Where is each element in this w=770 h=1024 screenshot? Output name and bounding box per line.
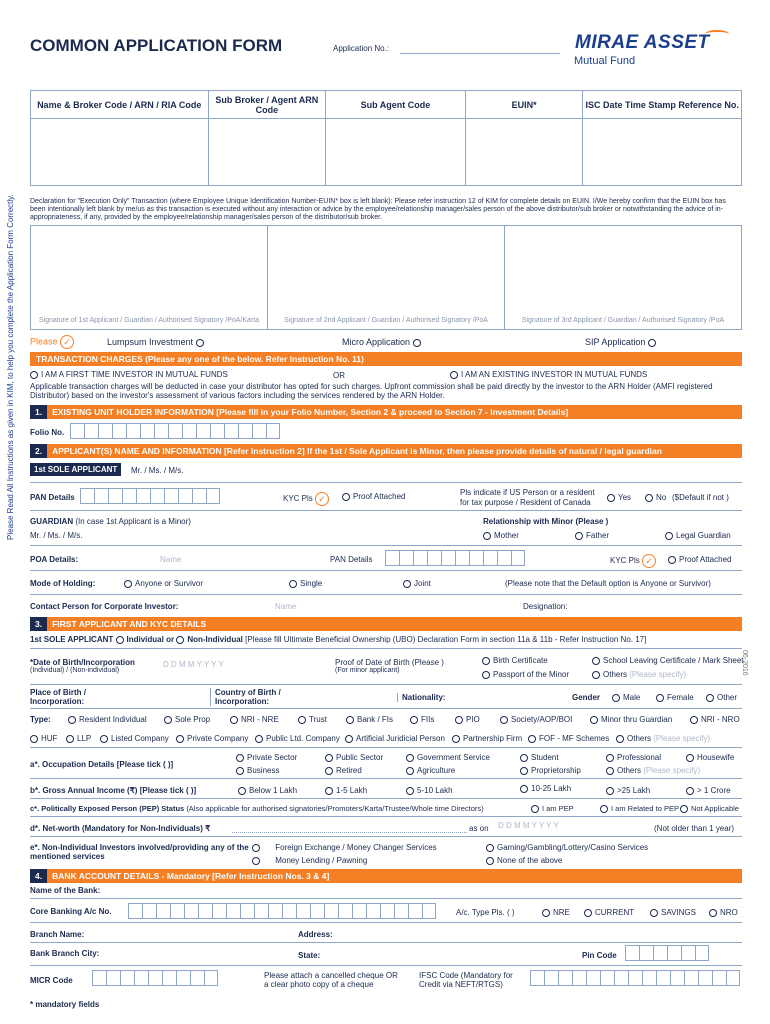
pin-input[interactable] — [625, 945, 709, 961]
occ-professional-label: Professional — [617, 753, 662, 762]
mother-radio[interactable] — [483, 532, 491, 540]
income-3-label: 5-10 Lakh — [417, 786, 453, 795]
male-radio[interactable] — [612, 694, 620, 702]
micr-input[interactable] — [92, 970, 218, 986]
father-label: Father — [586, 531, 610, 540]
guardian-note: (In case 1st Applicant is a Minor) — [75, 517, 191, 526]
nonindividual-radio[interactable] — [176, 636, 184, 644]
networth-field[interactable] — [232, 832, 467, 833]
type-society-label: Society/AOP/BOI — [511, 715, 573, 724]
s3-sole-label: 1st SOLE APPLICANT — [30, 635, 114, 644]
mode-label: Mode of Holding: — [30, 579, 96, 588]
section-3-num: 3. — [30, 617, 47, 631]
type-public-label: Public Ltd. Company — [266, 734, 340, 743]
female-radio[interactable] — [656, 694, 664, 702]
pep-1-label: I am PEP — [542, 804, 574, 813]
svc-none-label: None of the above — [497, 856, 563, 865]
proof-dob-sub: (For minor applicant) — [335, 667, 400, 674]
type-soleprop-label: Sole Prop — [175, 715, 211, 724]
passport-label: Passport of the Minor — [493, 670, 570, 679]
income-4-radio[interactable] — [520, 785, 528, 793]
existing-label: I AM AN EXISTING INVESTOR IN MUTUAL FUNDS — [461, 370, 648, 379]
page-title: COMMON APPLICATION FORM — [30, 36, 283, 55]
or-label-2: or — [166, 635, 175, 644]
occ-business-label: Business — [247, 766, 280, 775]
section-4-num: 4. — [30, 869, 47, 883]
existing-radio[interactable] — [450, 371, 458, 379]
kyc-tick-icon[interactable]: ✓ — [315, 492, 329, 506]
relationship-label: Relationship with Minor (Please ) — [483, 517, 609, 526]
networth-date-field[interactable]: D D M M Y Y Y Y — [498, 821, 559, 830]
occ-business-radio[interactable] — [236, 767, 244, 775]
ac-nre-label: NRE — [553, 908, 570, 917]
passport-radio[interactable] — [482, 671, 490, 679]
occ-others-specify[interactable]: (Please specify) — [643, 766, 701, 775]
type-nrinre-radio[interactable] — [230, 716, 238, 724]
type-others-specify[interactable]: (Please specify) — [653, 734, 711, 743]
type-private-label: Private Company — [187, 734, 249, 743]
type-fii-label: FIIs — [421, 715, 435, 724]
type-public-radio[interactable] — [255, 735, 263, 743]
section-1-num: 1. — [30, 405, 47, 419]
type-ajp-radio[interactable] — [345, 735, 353, 743]
cheque-note: Please attach a cancelled cheque OR a clear photo copy of a cheque — [264, 971, 398, 989]
us-yes-label: Yes — [618, 493, 632, 502]
anyone-label: Anyone or Survivor — [135, 579, 204, 588]
type-nrinro-radio[interactable] — [690, 716, 698, 724]
type-society-radio[interactable] — [500, 716, 508, 724]
please-label: Please — [30, 336, 58, 347]
application-no-field[interactable] — [400, 53, 560, 54]
type-partnership-label: Partnership Firm — [463, 734, 523, 743]
gender-label: Gender — [572, 693, 601, 702]
income-4-label: 10-25 Lakh — [531, 784, 572, 793]
pep-2-radio[interactable] — [600, 805, 608, 813]
type-ajp-label: Artificial Juridicial Person — [356, 734, 445, 743]
type-nrinre-label: NRI - NRE — [241, 715, 279, 724]
pep-3-label: Not Applicable — [691, 804, 739, 813]
default-note: ($Default if not ) — [672, 493, 729, 502]
svc-gaming-radio[interactable] — [486, 844, 494, 852]
school-cert-radio[interactable] — [592, 657, 600, 665]
type-fof-label: FOF - MF Schemes — [539, 734, 610, 743]
father-radio[interactable] — [575, 532, 583, 540]
dob-field[interactable]: D D M M Y Y Y Y — [163, 660, 224, 669]
svc-forex-radio[interactable] — [252, 844, 260, 852]
pep-1-radio[interactable] — [531, 805, 539, 813]
broker-col-3: EUIN* — [466, 91, 583, 119]
us-no-radio[interactable] — [645, 494, 653, 502]
broker-col-4: ISC Date Time Stamp Reference No. — [583, 91, 741, 119]
pep-3-radio[interactable] — [680, 805, 688, 813]
country-of-birth-label: Country of Birth / Incorporation: — [210, 688, 320, 706]
address-label: Address: — [298, 930, 333, 939]
individual-label: Individual — [126, 635, 164, 644]
cbs-input[interactable] — [128, 903, 436, 919]
type-soleprop-radio[interactable] — [164, 716, 172, 724]
other-gender-label: Other — [717, 693, 738, 702]
type-private-radio[interactable] — [176, 735, 184, 743]
type-listed-label: Listed Company — [111, 734, 169, 743]
nationality-label: Nationality: — [397, 693, 446, 702]
signature-box-1[interactable]: Signature of 1st Applicant / Guardian / Authorised Signatory /PoA/Karta — [30, 225, 268, 330]
type-trust-label: Trust — [309, 715, 327, 724]
type-nrinro-label: NRI - NRO — [701, 715, 740, 724]
occ-others-label: Others — [617, 766, 642, 775]
income-label: b*. Gross Annual Income (₹) [Please tick ( )] — [30, 786, 197, 795]
type-minor-radio[interactable] — [590, 716, 598, 724]
proof-radio[interactable] — [342, 493, 350, 501]
legal-guardian-label: Legal Guardian — [676, 531, 731, 540]
cbs-label: Core Banking A/c No. — [30, 907, 112, 916]
pin-label: Pin Code — [582, 951, 617, 960]
occ-others-radio[interactable] — [606, 767, 614, 775]
folio-input[interactable] — [70, 423, 280, 439]
micro-radio[interactable] — [413, 339, 421, 347]
others-proof-radio[interactable] — [592, 671, 600, 679]
nonindividual-label: Non-Individual — [187, 635, 243, 644]
income-6-radio[interactable] — [686, 787, 694, 795]
income-5-radio[interactable] — [606, 787, 614, 795]
occ-govt-label: Government Service — [417, 753, 490, 762]
svc-none-radio[interactable] — [486, 857, 494, 865]
income-1-label: Below 1 Lakh — [249, 786, 298, 795]
type-resident-label: Resident Individual — [79, 715, 147, 724]
income-3-radio[interactable] — [406, 787, 414, 795]
income-1-radio[interactable] — [238, 787, 246, 795]
occ-private-radio[interactable] — [236, 754, 244, 762]
income-5-label: >25 Lakh — [617, 786, 651, 795]
dob-label: *Date of Birth/Incorporation — [30, 658, 135, 667]
us-no-label: No — [656, 493, 667, 502]
occ-public-label: Public Sector — [336, 753, 384, 762]
sip-radio[interactable] — [648, 339, 656, 347]
section-2-title: APPLICANT(S) NAME AND INFORMATION [Refer Instruction 2] If the 1st / Sole Applicant is Minor, then please provide details of natural / legal guardian — [52, 446, 662, 456]
poa-pan-input[interactable] — [385, 550, 525, 566]
legal-guardian-radio[interactable] — [665, 532, 673, 540]
mandatory-note: * mandatory fields — [30, 1000, 100, 1009]
application-no-label: Application No.: — [333, 44, 390, 53]
first-time-radio[interactable] — [30, 371, 38, 379]
type-trust-radio[interactable] — [298, 716, 306, 724]
type-huf-label: HUF — [41, 734, 58, 743]
signature-box-3[interactable]: Signature of 3rd Applicant / Guardian / Authorised Signatory /PoA — [504, 225, 742, 330]
occ-housewife-radio[interactable] — [686, 754, 694, 762]
other-gender-radio[interactable] — [706, 694, 714, 702]
poa-pan-label: PAN Details — [330, 555, 373, 564]
broker-col-0: Name & Broker Code / ARN / RIA Code — [31, 91, 208, 119]
contact-name-field[interactable]: Name — [275, 602, 297, 611]
nonind-services-label: e*. Non-Individual Investors involved/providing any of the mentioned services — [30, 843, 249, 861]
not-older-label: (Not older than 1 year) — [654, 824, 735, 833]
designation-label: Designation: — [523, 602, 568, 611]
txn-note: Applicable transaction charges will be deducted in case your distributor has opted for such charges. Upfront commission shall be paid directly by the investor to the ARN Holder (AMFI registered Distributor) based on the investor's assessment of various factors including the services rendered by the ARN Holder. — [30, 382, 713, 400]
us-person-question: Pls indicate if US Person or a resident for tax purpose / Resident of Canada — [460, 488, 595, 507]
type-fii-radio[interactable] — [410, 716, 418, 724]
poa-kyc-label: KYC Pls — [610, 556, 640, 566]
brand-logo-sub: Mutual Fund — [574, 55, 636, 67]
type-others-radio[interactable] — [616, 735, 624, 743]
svc-forex-label: Foreign Exchange / Money Changer Services — [275, 843, 437, 852]
ac-nre-radio[interactable] — [542, 909, 550, 917]
or-label: OR — [333, 371, 345, 380]
type-llp-radio[interactable] — [66, 735, 74, 743]
pep-label: c*. Politically Exposed Person (PEP) Status — [30, 804, 185, 813]
type-others-label: Others — [627, 734, 652, 743]
type-fof-radio[interactable] — [528, 735, 536, 743]
poa-label: POA Details: — [30, 555, 79, 564]
sip-label: SIP Application — [585, 337, 646, 347]
proof-dob-label: Proof of Date of Birth (Please ) — [335, 658, 444, 667]
ac-savings-radio[interactable] — [650, 909, 658, 917]
type-pio-label: PIO — [466, 715, 480, 724]
type-listed-radio[interactable] — [100, 735, 108, 743]
poa-name-field[interactable]: Name — [160, 555, 182, 564]
occ-agri-label: Agriculture — [417, 766, 456, 775]
tick-icon: ✓ — [60, 335, 74, 349]
kyc-label: KYC Pls — [283, 494, 313, 504]
broker-col-2: Sub Agent Code — [326, 91, 465, 119]
svc-lending-label: Money Lending / Pawning — [275, 856, 368, 865]
bank-name-label: Name of the Bank: — [30, 886, 101, 895]
ac-savings-label: SAVINGS — [661, 908, 696, 917]
occ-housewife-label: Housewife — [697, 753, 735, 762]
income-2-label: 1-5 Lakh — [336, 786, 368, 795]
ifsc-input[interactable] — [530, 970, 740, 986]
income-2-radio[interactable] — [325, 787, 333, 795]
sole-applicant-tag: 1st SOLE APPLICANT — [30, 463, 121, 476]
others-proof-label: Others — [603, 670, 628, 679]
logo-swoosh-icon — [705, 30, 729, 38]
school-cert-label: School Leaving Certificate / Mark Sheet — [603, 656, 744, 665]
type-bank-label: Bank / FIs — [357, 715, 394, 724]
dob-sub: (Individual) / (Non-individual) — [30, 667, 120, 674]
ac-current-radio[interactable] — [584, 909, 592, 917]
section-4-title: BANK ACCOUNT DETAILS - Mandatory [Refer Instruction Nos. 3 & 4] — [52, 871, 330, 881]
anyone-radio[interactable] — [124, 580, 132, 588]
micr-label: MICR Code — [30, 976, 73, 985]
proof-label: Proof Attached — [353, 492, 406, 501]
joint-label: Joint — [414, 579, 431, 588]
ac-type-label: A/c. Type Pls. ( ) — [456, 908, 515, 917]
others-proof-specify[interactable]: (Please specify) — [629, 670, 687, 679]
section-3-title: FIRST APPLICANT AND KYC DETAILS — [52, 619, 207, 629]
pep-2-label: I am Related to PEP — [611, 804, 679, 813]
side-instruction: Please Read All Instructions as given in KIM, to help you complete the Application Form Correctly. — [6, 194, 15, 540]
city-label: Bank Branch City: — [30, 949, 100, 958]
section-1-title: EXISTING UNIT HOLDER INFORMATION [Please fill in your Folio Number, Section 2 & proceed to Section 7 - Investment Details] — [52, 407, 569, 417]
branch-label: Branch Name: — [30, 930, 85, 939]
section-2-num: 2. — [30, 444, 47, 458]
occ-retired-radio[interactable] — [325, 767, 333, 775]
occ-prop-label: Proprietorship — [531, 766, 581, 775]
poa-kyc-tick-icon[interactable]: ✓ — [642, 554, 656, 568]
micro-label: Micro Application — [342, 337, 411, 347]
pan-input[interactable] — [80, 488, 220, 504]
guardian-label: GUARDIAN — [30, 517, 74, 526]
svc-lending-radio[interactable] — [252, 857, 260, 865]
ac-current-label: CURRENT — [595, 908, 635, 917]
type-resident-radio[interactable] — [68, 716, 76, 724]
male-label: Male — [623, 693, 641, 702]
transaction-charges-bar: TRANSACTION CHARGES (Please any one of the below. Refer Instruction No. 11) — [30, 352, 742, 366]
type-huf-radio[interactable] — [30, 735, 38, 743]
income-6-label: > 1 Crore — [697, 786, 731, 795]
type-bank-radio[interactable] — [346, 716, 354, 724]
networth-label: d*. Net-worth (Mandatory for Non-Individuals) ₹ — [30, 824, 211, 833]
contact-label: Contact Person for Corporate Investor: — [30, 602, 179, 611]
type-minor-label: Minor thru Guardian — [601, 715, 673, 724]
ac-nro-radio[interactable] — [709, 909, 717, 917]
us-yes-radio[interactable] — [607, 494, 615, 502]
birth-cert-radio[interactable] — [482, 657, 490, 665]
single-radio[interactable] — [289, 580, 297, 588]
type-partnership-radio[interactable] — [452, 735, 460, 743]
occ-professional-radio[interactable] — [606, 754, 614, 762]
single-label: Single — [300, 579, 323, 588]
svc-gaming-label: Gaming/Gambling/Lottery/Casino Services — [497, 843, 649, 852]
mother-label: Mother — [494, 531, 519, 540]
state-label: State: — [298, 951, 321, 960]
occ-student-label: Student — [531, 753, 559, 762]
occ-student-radio[interactable] — [520, 754, 528, 762]
ubo-note: [Please fill Ultimate Beneficial Ownership (UBO) Declaration Form in section 11a & 11b - Refer Instruction No. 17] — [245, 635, 647, 644]
form-code: 06-2016 — [741, 650, 748, 676]
joint-radio[interactable] — [403, 580, 411, 588]
occupation-label: a*. Occupation Details [Please tick ( )] — [30, 760, 174, 769]
poa-proof-radio[interactable] — [668, 556, 676, 564]
guardian-salutation: Mr. / Ms. / M/s. — [30, 531, 83, 540]
occ-agri-radio[interactable] — [406, 767, 414, 775]
lumpsum-radio[interactable] — [196, 339, 204, 347]
mode-note: (Please note that the Default option is Anyone or Survivor) — [505, 579, 711, 588]
folio-label: Folio No. — [30, 428, 65, 437]
first-time-label: I AM A FIRST TIME INVESTOR IN MUTUAL FUNDS — [41, 370, 228, 379]
birth-cert-label: Birth Certificate — [493, 656, 548, 665]
lumpsum-label: Lumpsum Investment — [107, 337, 194, 347]
occ-prop-radio[interactable] — [520, 767, 528, 775]
place-of-birth-label: Place of Birth / Incorporation: — [30, 688, 87, 706]
ac-nro-label: NRO — [720, 908, 738, 917]
occ-public-radio[interactable] — [325, 754, 333, 762]
type-pio-radio[interactable] — [455, 716, 463, 724]
signature-box-2[interactable]: Signature of 2nd Applicant / Guardian / Authorised Signatory /PoA — [267, 225, 505, 330]
occ-govt-radio[interactable] — [406, 754, 414, 762]
poa-proof-label: Proof Attached — [679, 555, 732, 564]
as-on-label: as on — [469, 824, 489, 833]
broker-col-1: Sub Broker / Agent ARN Code — [209, 91, 326, 119]
type-llp-label: LLP — [77, 734, 92, 743]
pan-label: PAN Details — [30, 493, 75, 502]
ifsc-label: IFSC Code (Mandatory for Credit via NEFT/RTGS) — [419, 971, 513, 989]
occ-retired-label: Retired — [336, 766, 362, 775]
pep-note: (Also applicable for authorised signatories/Promoters/Karta/Trustee/Whole time Directors) — [186, 804, 484, 813]
female-label: Female — [667, 693, 694, 702]
individual-radio[interactable] — [116, 636, 124, 644]
occ-private-label: Private Sector — [247, 753, 298, 762]
salutation-label: Mr. / Ms. / M/s. — [131, 466, 184, 475]
type-label: Type: — [30, 715, 51, 724]
euin-declaration: Declaration for "Execution Only" Transaction (where Employee Unique Identification Number-EUIN* box is left blank): Please refer instruction 12 of KIM for complete details on EUIN. I/We hereby confirm that the EUIN box has been intentionally left blank by me/us as this transaction is executed without any interaction or advice by the employee/relationship manager/sales person of the above distributor/sub broker or notwithstanding the advice of in-appropriateness, if any, provided by the employee/relationship manager/sales person of the distributor/sub broker. — [30, 198, 726, 221]
broker-table — [30, 90, 742, 186]
brand-logo: MIRAE ASSET — [575, 32, 710, 53]
